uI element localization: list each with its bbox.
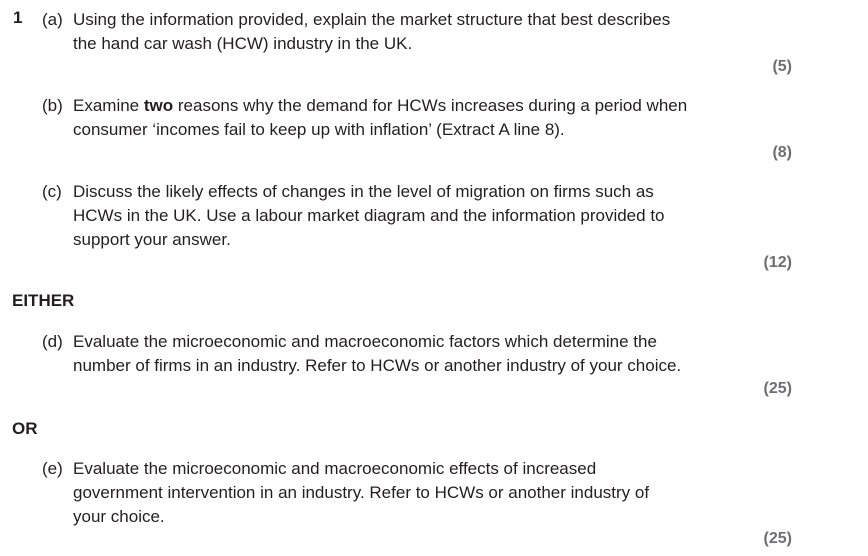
part-b-text-after-bold: reasons why the demand for HCWs increases during a period when — [173, 96, 688, 115]
question-part-b — [42, 94, 762, 142]
part-a-text-line-1: Using the information provided, explain the market structure that best describes — [73, 10, 671, 29]
part-d-text-line-2: number of firms in an industry. Refer to HCWs or another industry of your choice. — [73, 356, 682, 375]
question-part-c — [42, 180, 762, 252]
part-e-text-line-3: your choice. — [73, 507, 165, 526]
part-d-marks: (25) — [763, 380, 792, 397]
part-letter-c: (c) — [42, 182, 62, 201]
part-a-marks: (5) — [772, 58, 792, 75]
or-heading: OR — [12, 419, 38, 438]
part-letter-a: (a) — [42, 10, 63, 29]
part-c-text-line-3: support your answer. — [73, 230, 231, 249]
part-b-text-before-bold: Examine — [73, 96, 144, 115]
part-letter-e: (e) — [42, 459, 63, 478]
part-b-bold-word: two — [143, 96, 174, 115]
part-b-marks: (8) — [772, 144, 792, 161]
part-d-text-line-1: Evaluate the microeconomic and macroeconomic factors which determine the — [73, 332, 657, 351]
part-letter-d: (d) — [42, 332, 63, 351]
question-number: 1 — [13, 8, 23, 27]
part-c-text-line-2: HCWs in the UK. Use a labour market diagram and the information provided to — [73, 206, 665, 225]
part-b-text-line-1 — [73, 94, 762, 118]
question-part-d — [42, 330, 762, 378]
part-c-marks: (12) — [763, 254, 792, 271]
question-part-a — [42, 8, 762, 56]
part-letter-b: (b) — [42, 96, 63, 115]
part-b-text-line-2: consumer ‘incomes fail to keep up with inflation’ (Extract A line 8). — [73, 120, 565, 139]
part-a-text-line-2: the hand car wash (HCW) industry in the UK. — [73, 34, 413, 53]
part-e-text-line-2: government intervention in an industry. Refer to HCWs or another industry of — [73, 483, 650, 502]
question-part-e — [42, 457, 762, 529]
either-heading: EITHER — [12, 291, 75, 310]
part-e-text-line-1: Evaluate the microeconomic and macroeconomic effects of increased — [73, 459, 597, 478]
part-c-text-line-1: Discuss the likely effects of changes in the level of migration on firms such as — [73, 182, 654, 201]
part-e-marks: (25) — [763, 530, 792, 547]
